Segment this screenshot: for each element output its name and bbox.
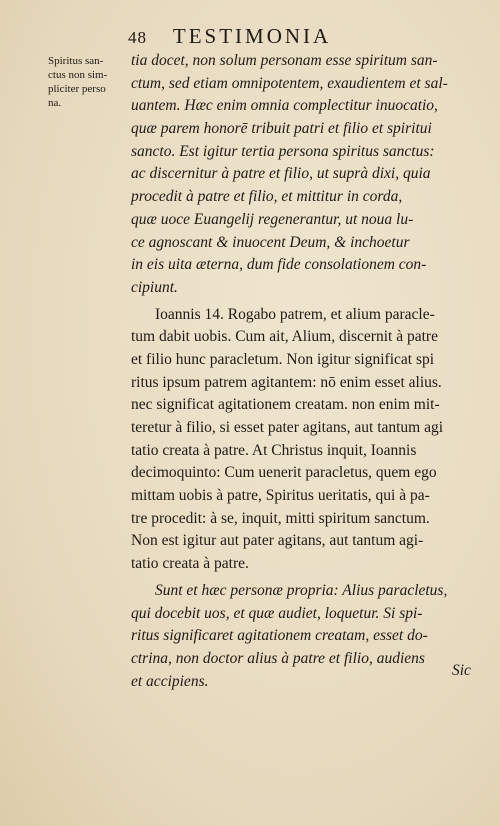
catchword: Sic xyxy=(452,662,471,679)
text-line: tatio creata à patre. At Christus inquit, Ioannis xyxy=(131,441,417,459)
marginal-note-line: Spiritus san- xyxy=(48,55,104,67)
text-line: quæ parem honorē tribuit patri et filio et spiritui xyxy=(131,120,432,138)
text-line: uantem. Hæc enim omnia complectitur inuocatio, xyxy=(131,97,438,115)
text-line: quæ uoce Euangelij regenerantur, ut noua lu- xyxy=(131,210,414,228)
paragraph-2 xyxy=(131,304,476,576)
text-line: ctrina, non doctor alius à patre et filio, audiens xyxy=(131,649,425,667)
text-line: sancto. Est igitur tertia persona spiritus sanctus: xyxy=(131,142,435,160)
text-line: in eis uita æterna, dum fide consolationem con- xyxy=(131,256,427,274)
running-title: TESTIMONIA xyxy=(172,24,332,48)
text-line: Ioannis 14. Rogabo patrem, et alium paracle- xyxy=(155,305,435,323)
text-line: ritus significaret agitationem creatam, esset do- xyxy=(131,627,428,645)
text-line: teretur à filio, si esset pater agitans, aut tantum agi xyxy=(131,419,444,436)
main-text xyxy=(131,50,476,693)
text-line: et accipiens. xyxy=(131,672,209,690)
paragraph-3 xyxy=(131,580,476,693)
running-head xyxy=(128,24,331,49)
text-line: ce agnoscant & inuocent Deum, & inchoetur xyxy=(131,233,410,251)
text-line: tre procedit: à se, inquit, mitti spiritum sanctum. xyxy=(131,509,430,527)
text-line: Sunt et hæc personæ propria: Alius paracletus, xyxy=(155,581,448,599)
text-line: ritus ipsum patrem agitantem: nō enim esset alius. xyxy=(131,373,442,391)
text-line: ctum, sed etiam omnipotentem, exaudientem et sal- xyxy=(131,74,448,92)
text-line: procedit à patre et filio, et mittitur in corda, xyxy=(131,188,403,206)
text-line: Non est igitur aut pater agitans, aut tantum agi- xyxy=(131,532,424,550)
text-line: nec significat agitationem creatam. non enim mit- xyxy=(131,396,440,414)
page-number: 48 xyxy=(128,28,147,47)
text-line: decimoquinto: Cum uenerit paracletus, quem ego xyxy=(131,464,437,482)
text-line: qui docebit uos, et quæ audiet, loquetur. Si spi- xyxy=(131,604,423,622)
text-line: ac discernitur à patre et filio, ut suprà dixi, quia xyxy=(131,165,431,183)
marginal-note-line: ctus non sim- xyxy=(48,69,108,81)
paragraph-1 xyxy=(131,50,476,300)
marginal-note xyxy=(48,54,126,110)
text-line: mittam uobis à patre, Spiritus ueritatis, qui à pa- xyxy=(131,487,430,505)
text-line: tatio creata à patre. xyxy=(131,555,249,573)
text-line: tum dabit uobis. Cum ait, Alium, discernit à patre xyxy=(131,328,438,346)
marginal-note-line: pliciter perso xyxy=(48,83,106,95)
text-line: tia docet, non solum personam esse spiritum san- xyxy=(131,52,438,69)
marginal-note-line: na. xyxy=(48,97,62,109)
text-line: et filio hunc paracletum. Non igitur significat spi xyxy=(131,350,435,368)
text-line: cipiunt. xyxy=(131,278,178,296)
